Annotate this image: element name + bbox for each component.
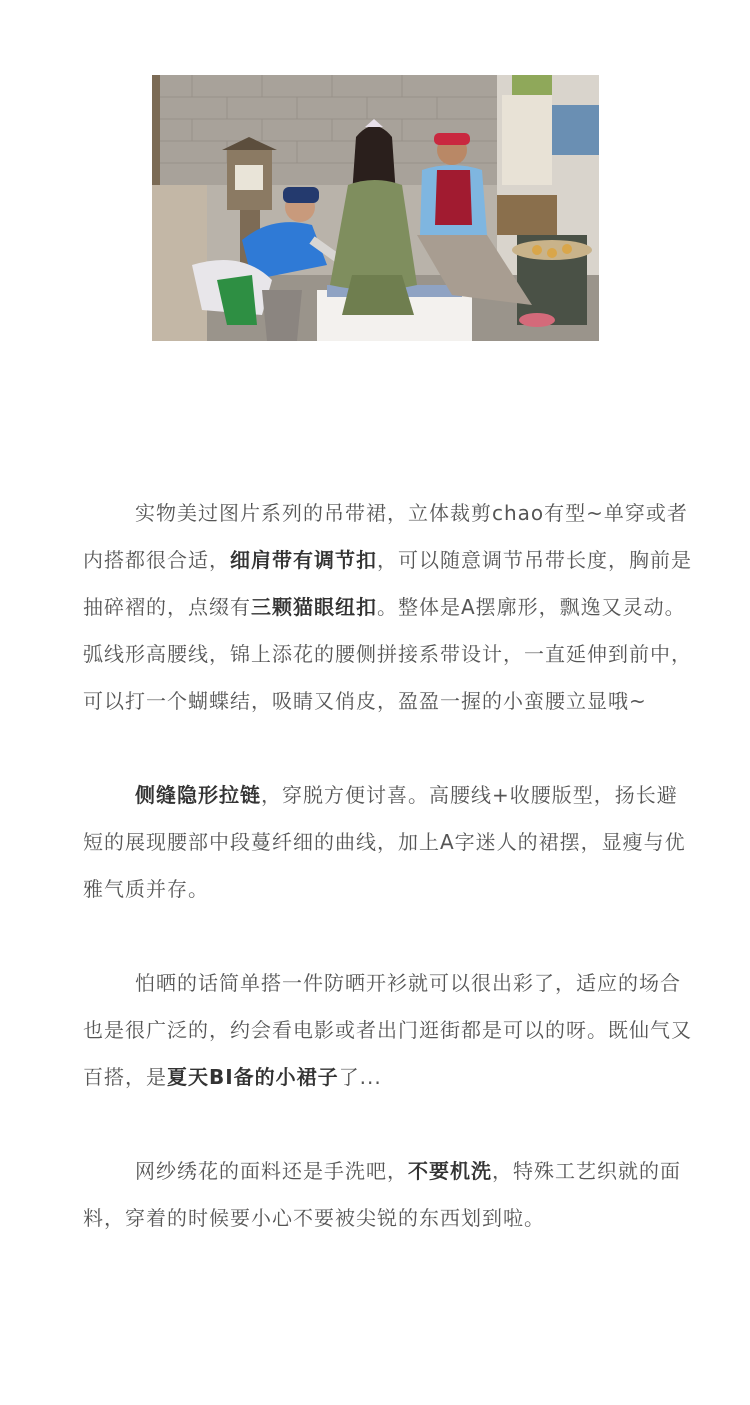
paragraph-design-details: [83, 490, 693, 725]
text-segment: ，特殊工艺织就的面料，穿着的时候要小心不要被尖锐的东西划到啦。: [83, 1159, 681, 1230]
text-segment: 。整体是A摆廓形，飘逸又灵动。弧线形高腰线，锦上添花的腰侧拼接系带设计，一直延伸到前中，可以打一个蝴蝶结，吸睛又俏皮，盈盈一握的小蛮腰立显哦~: [83, 595, 692, 713]
highlight-no-machine-wash: 不要机洗: [408, 1159, 492, 1183]
paragraph-care: [83, 1148, 693, 1242]
text-segment: ，可以随意调节吊带长度，胸前是抽碎褶的，点缀有: [83, 548, 692, 619]
product-photo: [152, 75, 599, 341]
text-segment: 怕晒的话简单搭一件防晒开衫就可以很出彩了，适应的场合也是很广泛的，约会看电影或者出门逛街都是可以的呀。既仙气又百搭，是: [83, 971, 692, 1089]
paragraph-styling: [83, 960, 693, 1101]
paragraph-zipper: [83, 772, 693, 913]
street-scene-image: [152, 75, 599, 341]
text-segment: 实物美过图片系列的吊带裙，立体裁剪chao有型~单穿或者内搭都很合适，: [83, 501, 688, 572]
text-segment: 了...: [338, 1065, 382, 1089]
highlight-invisible-zipper: 侧缝隐形拉链: [135, 783, 261, 807]
highlight-summer-essential: 夏天BI备的小裙子: [167, 1065, 339, 1089]
product-description: [83, 490, 693, 1242]
highlight-adjustable-straps: 细肩带有调节扣: [230, 548, 377, 572]
highlight-cat-eye-buttons: 三颗猫眼纽扣: [251, 595, 377, 619]
text-segment: ，穿脱方便讨喜。高腰线+收腰版型，扬长避短的展现腰部中段蔓纤细的曲线，加上A字迷人的裙摆，显瘦与优雅气质并存。: [83, 783, 686, 901]
text-segment: 网纱绣花的面料还是手洗吧，: [135, 1159, 408, 1183]
